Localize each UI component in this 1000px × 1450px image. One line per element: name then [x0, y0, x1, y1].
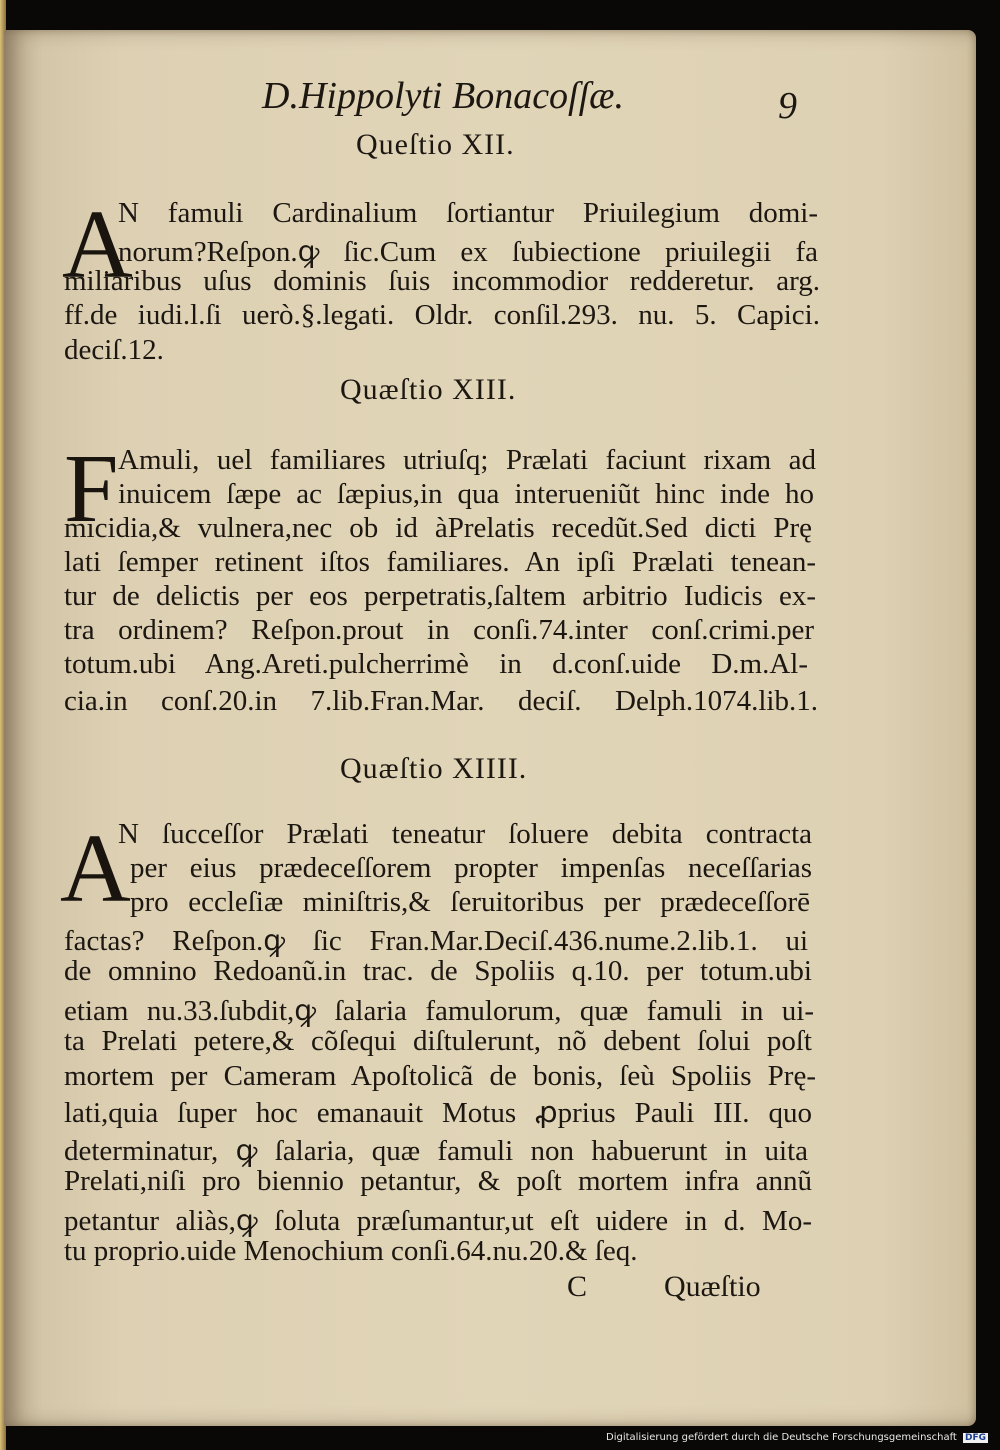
text-line: norum?Reſpon.ꝙ ſic.Cum ex ſubiectione priuilegii fa — [118, 236, 818, 268]
text-line: mortem per Cameram Apoſtolicã de bonis, ſeù Spoliis Prę- — [64, 1060, 816, 1092]
running-title: D.Hippolyti Bonacoſſæ. — [262, 75, 625, 117]
text-line: tur de delictis per eos perpetratis,ſaltem arbitrio Iudicis ex- — [64, 580, 816, 612]
text-line: ta Prelati petere,& cõſequi diſtulerunt, nõ debent ſolui poſt — [64, 1025, 812, 1057]
text-line: lati,quia ſuper hoc emanauit Motus ꝓprius Pauli III. quo — [64, 1097, 812, 1129]
text-line: tra ordinem? Reſpon.prout in conſi.74.inter conſ.crimi.per — [64, 614, 814, 646]
initial-letter-a: A — [62, 191, 133, 299]
page-number: 9 — [778, 85, 797, 127]
credit-text: Digitalisierung gefördert durch die Deutsche Forschungsgemeinschaft — [606, 1432, 957, 1443]
text-line: Amuli, uel familiares utriuſq; Prælati faciunt rixam ad — [118, 444, 816, 476]
section-title-xiii: Quæſtio XIII. — [340, 373, 517, 406]
text-line: cia.in conſ.20.in 7.lib.Fran.Mar. deciſ. Delph.1074.lib.1. — [64, 685, 818, 717]
text-line: determinatur, ꝙ ſalaria, quæ famuli non habuerunt in uita — [64, 1135, 808, 1167]
text-line: de omnino Redoanũ.in trac. de Spoliis q.10. per totum.ubi — [64, 955, 812, 987]
dfg-logo: DFG — [965, 1433, 987, 1443]
text-line: deciſ.12. — [64, 334, 164, 366]
text-line: per eius prædeceſſorem propter impenſas neceſſarias — [130, 852, 812, 884]
catchword: Quæſtio — [664, 1270, 761, 1303]
text-line: N ſucceſſor Prælati teneatur ſoluere debita contracta — [118, 818, 812, 850]
text-line: N famuli Cardinalium ſortiantur Priuilegium domi- — [118, 197, 818, 229]
text-line: pro eccleſiæ miniſtris,& ſeruitoribus per prædeceſſorē — [130, 886, 810, 918]
text-line: totum.ubi Ang.Areti.pulcherrimè in d.conſ.uide D.m.Al- — [64, 648, 808, 680]
initial-letter-a: A — [60, 815, 131, 923]
text-line: miliaribus uſus dominis ſuis incommodior redderetur. arg. — [64, 265, 820, 297]
text-line: Prelati,niſi pro biennio petantur, & poſt mortem infra annũ — [64, 1165, 812, 1197]
section-title-xiiii: Quæſtio XIIII. — [340, 752, 528, 785]
text-line: tu proprio.uide Menochium conſi.64.nu.20.& ſeq. — [64, 1235, 638, 1267]
text-line: petantur aliàs,ꝙ ſoluta præſumantur,ut eſt uidere in d. Mo- — [64, 1205, 812, 1237]
text-line: lati ſemper retinent iſtos familiares. An ipſi Prælati tenean- — [64, 546, 816, 578]
text-line: inuicem ſæpe ac ſæpius,in qua interueniũt hinc inde ho — [118, 478, 814, 510]
text-line: factas? Reſpon.ꝙ ſic Fran.Mar.Deciſ.436.nume.2.lib.1. ui — [64, 925, 808, 957]
text-line: etiam nu.33.ſubdit,ꝙ ſalaria famulorum, quæ famuli in ui- — [64, 995, 814, 1027]
digitization-credit — [606, 1432, 988, 1443]
signature-mark: C — [567, 1270, 588, 1303]
text-line: micidia,& vulnera,nec ob id àPrelatis recedũt.Sed dicti Prę — [64, 512, 812, 544]
section-title-xii: Queſtio XII. — [356, 128, 515, 161]
text-line: ff.de iudi.l.ſi uerò.§.legati. Oldr. conſil.293. nu. 5. Capici. — [64, 299, 820, 331]
initial-letter-f: F — [64, 435, 119, 543]
